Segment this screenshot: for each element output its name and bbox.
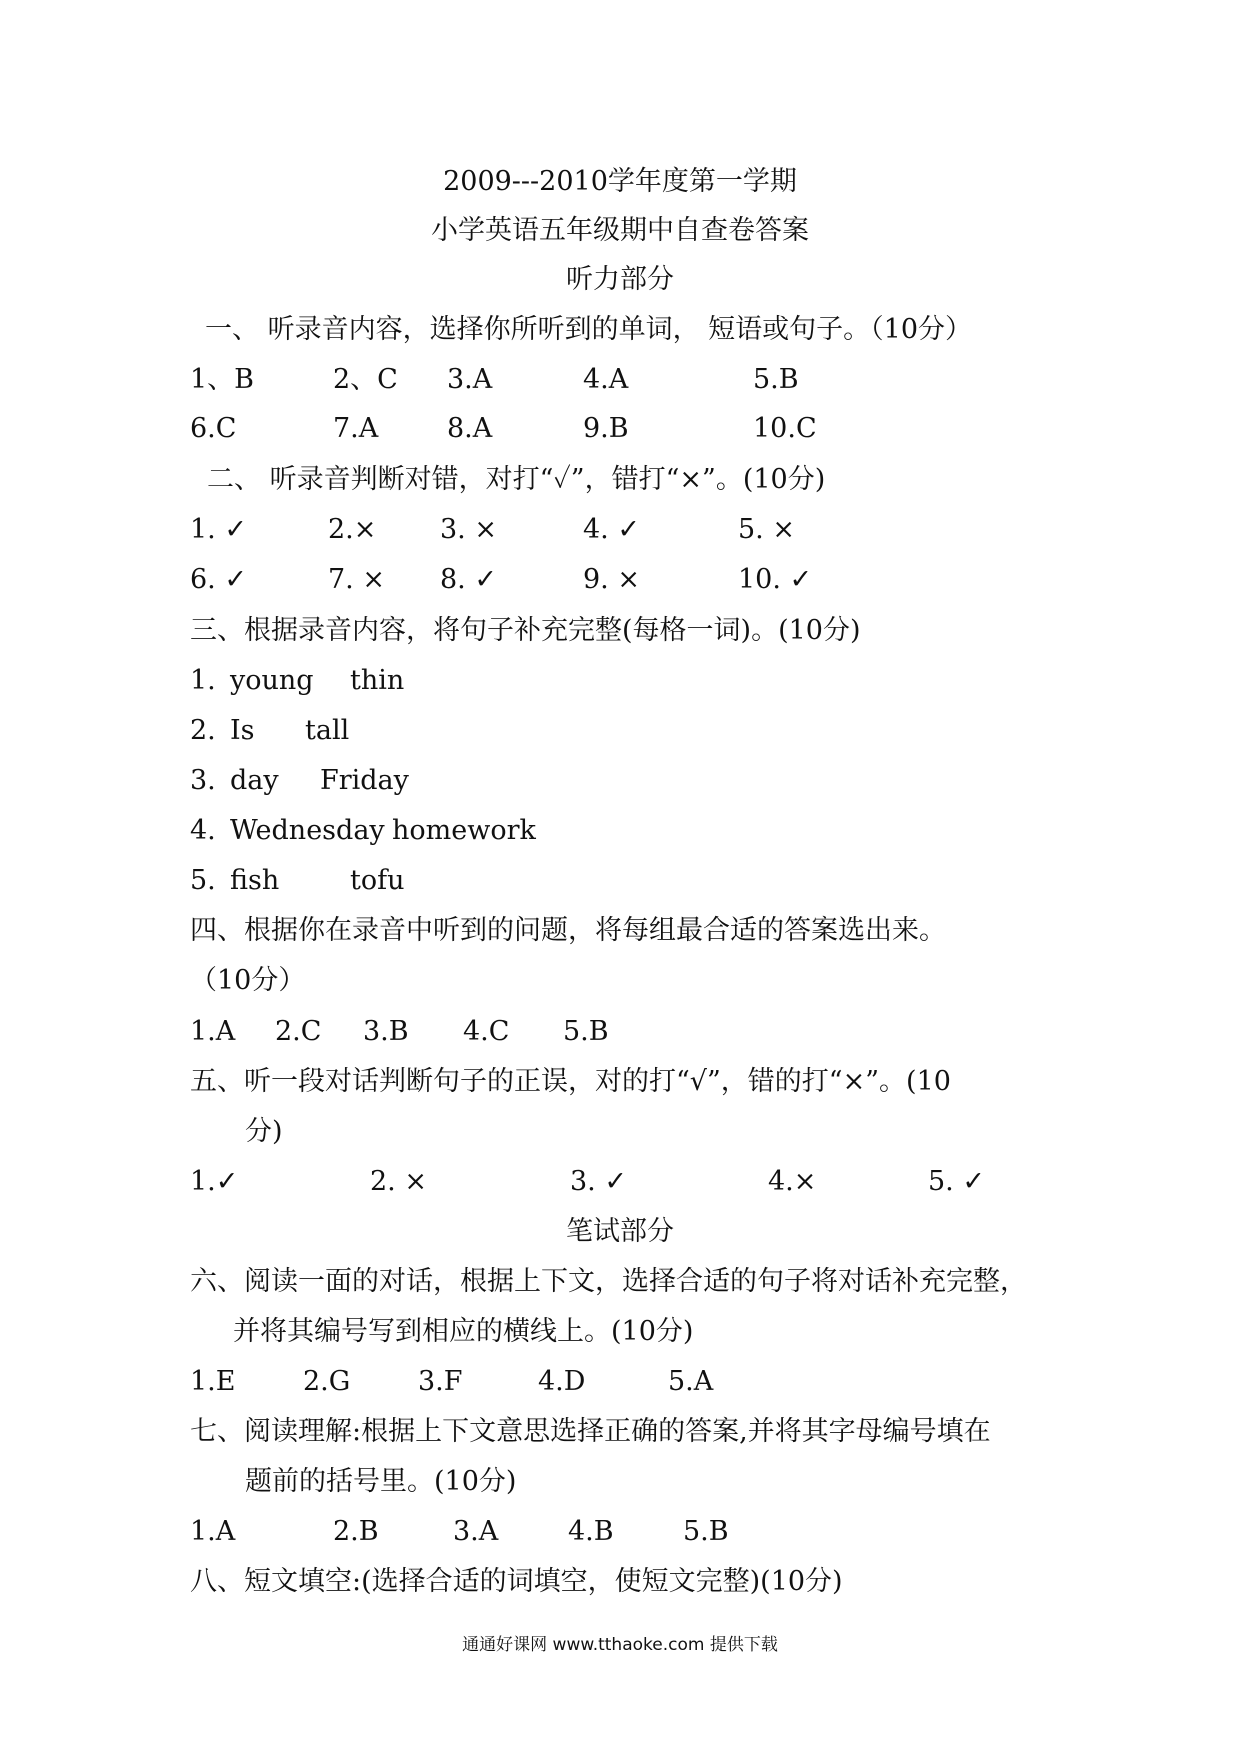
answer: 10. ✓ <box>738 564 813 595</box>
answer: 2.G <box>303 1366 351 1397</box>
answer: 4.C <box>463 1016 510 1047</box>
item-number: 5. <box>190 865 216 896</box>
answer: 3.B <box>363 1016 409 1047</box>
item-number: 1. <box>190 665 216 696</box>
answer: 5.B <box>753 364 799 395</box>
q2-title: 二、 听录音判断对错，对打“✓”，错打“×”。(10分) <box>207 464 826 495</box>
q5-title: 五、听一段对话判断句子的正误，对的打“√”，错的打“×”。(10 <box>190 1066 951 1097</box>
word: Friday <box>320 765 409 796</box>
word: homework <box>392 815 536 846</box>
item-number: 4. <box>190 815 216 846</box>
q7-title-continued: 题前的括号里。(10分) <box>245 1466 517 1497</box>
q4-title-continued: （10分） <box>190 965 306 996</box>
answer: 5.A <box>668 1366 714 1397</box>
answer: 7.A <box>333 413 379 444</box>
answer: 5.B <box>563 1016 609 1047</box>
answer: 3.A <box>453 1516 499 1547</box>
answer: 1.E <box>190 1366 236 1397</box>
word: thin <box>350 665 405 696</box>
answer: 2、C <box>333 364 398 395</box>
word: young <box>230 665 314 696</box>
title-line-1: 2009---2010学年度第一学期 <box>443 166 797 197</box>
answer: 6. ✓ <box>190 564 247 595</box>
q1-title: 一、 听录音内容，选择你所听到的单词， 短语或句子。（10分） <box>205 314 973 345</box>
q6-title: 六、阅读一面的对话，根据上下文，选择合适的句子将对话补充完整， <box>190 1266 1027 1297</box>
title-line-2: 小学英语五年级期中自查卷答案 <box>431 215 809 246</box>
word: Wednesday <box>230 815 385 846</box>
answer: 5. ✓ <box>928 1166 985 1197</box>
word: Is <box>230 715 255 746</box>
q3-title: 三、根据录音内容，将句子补充完整(每格一词)。(10分) <box>190 615 861 646</box>
item-number: 2. <box>190 715 216 746</box>
word: day <box>230 765 279 796</box>
answer: 1、B <box>190 364 255 395</box>
writing-section-title: 笔试部分 <box>566 1216 674 1247</box>
word: tofu <box>350 865 405 896</box>
q6-title-continued: 并将其编号写到相应的横线上。(10分) <box>233 1316 694 1347</box>
answer: 5. × <box>738 514 795 545</box>
answer: 9.B <box>583 413 629 444</box>
footer-download-credit: 通通好课网 www.tthaoke.com 提供下载 <box>462 1635 778 1655</box>
q5-title-continued: 分) <box>245 1116 283 1147</box>
word: fish <box>230 865 280 896</box>
answer: 4.× <box>768 1166 817 1197</box>
listening-section-title: 听力部分 <box>566 264 674 295</box>
answer: 1. ✓ <box>190 514 247 545</box>
answer: 3. × <box>440 514 497 545</box>
q7-title: 七、阅读理解:根据上下文意思选择正确的答案,并将其字母编号填在 <box>190 1416 991 1447</box>
answer: 2.C <box>275 1016 322 1047</box>
answer: 1.A <box>190 1516 236 1547</box>
answer: 8.A <box>447 413 493 444</box>
answer: 3. ✓ <box>570 1166 627 1197</box>
word: tall <box>305 715 350 746</box>
answer: 5.B <box>683 1516 729 1547</box>
answer: 3.F <box>418 1366 463 1397</box>
answer: 3.A <box>447 364 493 395</box>
answer: 9. × <box>583 564 640 595</box>
q8-title: 八、短文填空:(选择合适的词填空，使短文完整)(10分) <box>190 1566 843 1597</box>
q4-title: 四、根据你在录音中听到的问题，将每组最合适的答案选出来。 <box>190 915 946 946</box>
item-number: 3. <box>190 765 216 796</box>
answer: 8. ✓ <box>440 564 497 595</box>
answer: 1.A <box>190 1016 236 1047</box>
answer: 6.C <box>190 413 237 444</box>
answer: 4.A <box>583 364 629 395</box>
answer: 2. × <box>370 1166 427 1197</box>
answer: 4.D <box>538 1366 586 1397</box>
answer: 2.× <box>328 514 377 545</box>
answer: 7. × <box>328 564 385 595</box>
answer: 4.B <box>568 1516 614 1547</box>
answer: 2.B <box>333 1516 379 1547</box>
answer: 10.C <box>753 413 817 444</box>
answer: 4. ✓ <box>583 514 640 545</box>
answer: 1.✓ <box>190 1166 239 1197</box>
